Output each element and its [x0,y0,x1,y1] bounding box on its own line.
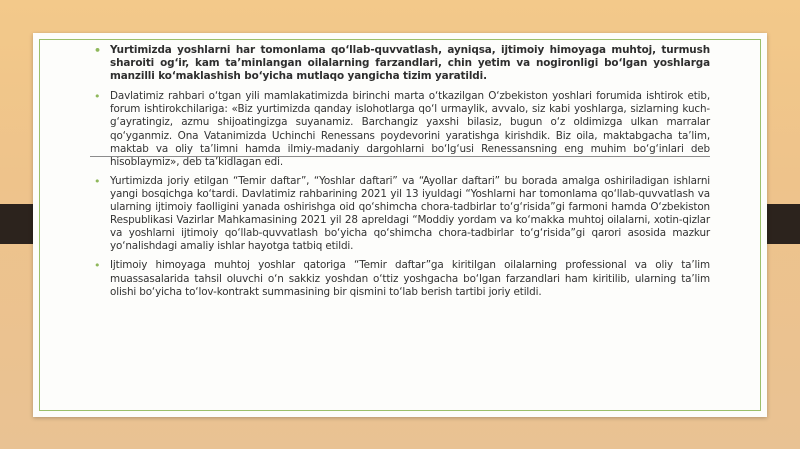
paragraph-text: Yurtimizda yoshlarni har tomonlama qo‘llab-quvvatlash, ayniqsa, ijtimoiy himoyaga muhtoj, turmush sharoiti og‘ir, kam ta’minlangan oilalarning farzandlari, chin yetim va nogironligi bo‘lgan yoshlarga manzilli ko‘maklashish bo‘yicha mutlaqo yangicha tizim yaratildi. [110,44,710,83]
paragraph-text: Davlatimiz rahbari o‘tgan yili mamlakatimizda birinchi marta o‘tkazilgan O‘zbekiston yoshlari forumida ishtirok etib, forum ishtirokchilariga: «Biz yurtimizda qanday islohotlarga qo‘l urmaylik, avvalo, siz kabi yoshlarga, sizlarning kuch-g‘ayratingiz, azmu shijoatingizga suyanamiz. Barchangiz yaxshi bilasiz, bugun o‘z oldimizga ulkan marralar qo‘yganmiz. Ona Vatanimizda Uchinchi Renessans poydevorini yaratishga kirishdik. Biz oila, maktabgacha ta’lim, maktab va oliy ta’limni hamda ilmiy-madaniy dargohlarni bo‘lg‘usi Renessansning eng muhim bo‘g‘inlari deb hisoblaymiz», deb ta’kidlagan edi. [110,90,710,168]
paragraph-youth-support [93,44,710,83]
right-dark-bar [766,204,800,244]
paragraph-education-contract [93,259,710,298]
left-dark-bar [0,204,34,244]
bullet-icon: • [94,44,101,57]
paragraph-president-quote [93,90,710,169]
slide-content [93,44,710,305]
bullet-icon: • [94,174,101,188]
bullet-icon: • [94,259,101,273]
paragraph-text: Ijtimoiy himoyaga muhtoj yoshlar qatoriga “Temir daftar”ga kiritilgan oilalarning professional va oliy ta’lim muassasalarida tahsil oluvchi o‘n sakkiz yoshdan o‘ttiz yoshgacha bo‘lgan farzandlari ham kiritilib, ularning ta’lim olishi bo‘yicha to‘lov-kontrakt summasining bir qismini to‘lab berish tartibi joriy etildi. [110,259,710,298]
paragraph-notebooks [93,175,710,254]
bullet-icon: • [94,90,101,104]
paragraph-text: Yurtimizda joriy etilgan “Temir daftar”, “Yoshlar daftari” va “Ayollar daftari” bu borada amalga oshiriladigan ishlarni yangi bosqichga ko‘tardi. Davlatimiz rahbarining 2021 yil 13 iyuldagi “Yoshlarni har tomonlama qo‘llab-quvvatlash va ularning ijtimoiy faolligini yanada oshirishga oid qo‘shimcha chora-tadbirlar to‘g‘risida”gi farmoni hamda O‘zbekiston Respublikasi Vazirlar Mahkamasining 2021 yil 28 apreldagi “Moddiy yordam va ko‘makka muhtoj oilalarni, xotin-qizlar va yoshlarni ijtimoiy qo‘llab-quvvatlash bo‘yicha qo‘shimcha chora-tadbirlar to‘g‘risida”gi qarori asosida mazkur yo‘nalishdagi amaliy ishlar hayotga tatbiq etildi. [110,174,710,253]
